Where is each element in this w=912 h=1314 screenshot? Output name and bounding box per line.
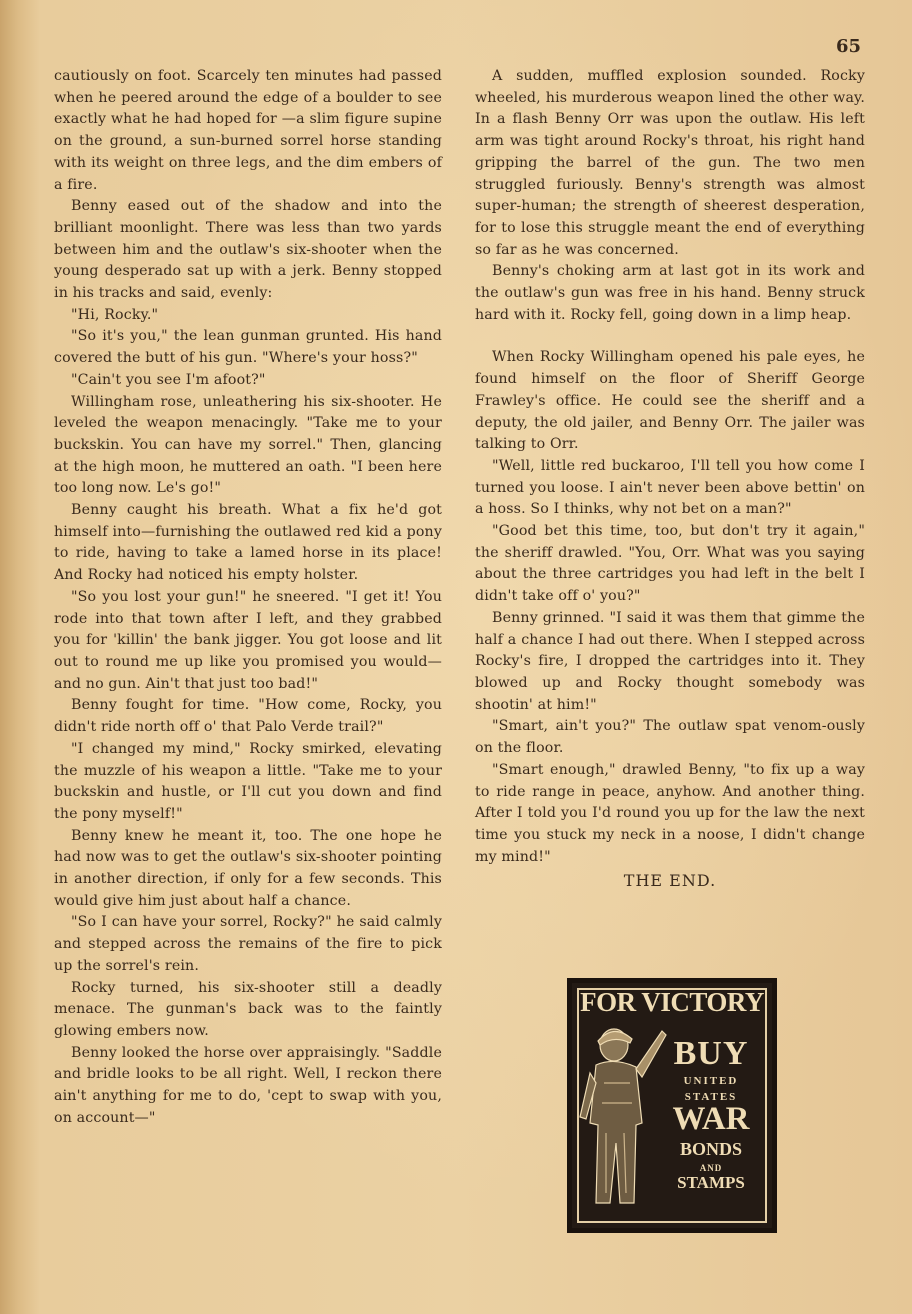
ad-headline: FOR VICTORY: [580, 987, 764, 1017]
ad-bonds: BONDS: [679, 1139, 742, 1159]
paragraph: "Good bet this time, too, but don't try it again," the sheriff drawled. "You, Orr. What was you saying about the three cartridges you had left in the belt I didn't take off o' you?": [475, 523, 865, 605]
paragraph: "Well, little red buckaroo, I'll tell you how come I turned you loose. I ain't never been above bettin' on a hoss. So I thinks, why not bet on a man?": [475, 457, 865, 518]
paragraph: Willingham rose, unleathering his six-shooter. He leveled the weapon menacingly. "Take me to your buckskin. You can have my sorrel." Then, glancing at the high moon, he muttered an oath. "I been here too long now. Le's go!": [54, 393, 442, 497]
paragraph: "I changed my mind," Rocky smirked, elevating the muzzle of his weapon a little. "Take me to your buckskin and hustle, or I'll cut you down and find the pony myself!": [54, 740, 442, 822]
paragraph: Rocky turned, his six-shooter still a deadly menace. The gunman's back was to the faintly glowing embers now.: [54, 979, 442, 1039]
right-column: [475, 66, 865, 892]
paragraph: When Rocky Willingham opened his pale eyes, he found himself on the floor of Sheriff George Frawley's office. He could see the sheriff and a deputy, the old jailer, and Benny Orr. The jailer was talking to Orr.: [475, 349, 865, 453]
ad-stamps: STAMPS: [677, 1173, 745, 1192]
paragraph: cautiously on foot. Scarcely ten minutes had passed when he peered around the edge of a boulder to see exactly what he had hoped for —a slim figure supine on the ground, a sun-burned sorrel horse standing with its weight on three legs, and the dim embers of a fire.: [54, 68, 442, 193]
paragraph: Benny knew he meant it, too. The one hope he had now was to get the outlaw's six-shooter pointing in another direction, if only for a few seconds. This would give him just about half a chance.: [54, 827, 442, 909]
paragraph: Benny fought for time. "How come, Rocky, you didn't ride north off o' that Palo Verde trail?": [54, 697, 442, 736]
ad-states: STATES: [684, 1091, 738, 1103]
paragraph: Benny looked the horse over appraisingly. "Saddle and bridle looks to be all right. Well, I reckon there ain't anything for me to do, 'cept to swap with you, on account—": [54, 1044, 442, 1126]
the-end: THE END.: [623, 871, 717, 891]
paragraph: Benny caught his breath. What a fix he'd got himself into—furnishing the outlawed red kid a pony to ride, having to take a lamed horse in its place! And Rocky had noticed his empty holster.: [54, 502, 442, 584]
paragraph: Benny's choking arm at last got in its work and the outlaw's gun was free in his hand. Benny struck hard with it. Rocky fell, going down in a limp heap.: [475, 263, 865, 323]
paragraph: "So it's you," the lean gunman grunted. His hand covered the butt of his gun. "Where's your hoss?": [54, 328, 442, 367]
page-number: 65: [836, 36, 862, 57]
ad-and: AND: [699, 1163, 723, 1173]
ad-war: WAR: [672, 1101, 750, 1137]
paragraph: "So you lost your gun!" he sneered. "I get it! You rode into that town after I left, and they grabbed you for 'killin' the bank jigger. You got loose and lit out to round me up like you promised you would—and no gun. Ain't that just too bad!": [54, 588, 442, 692]
war-bonds-ad: [567, 978, 777, 1233]
left-column: [54, 66, 442, 1129]
paragraph: "Hi, Rocky.": [71, 306, 159, 323]
paragraph: "Smart enough," drawled Benny, "to fix up a way to ride range in peace, anyhow. And another thing. After I told you I'd round you up for the law the next time you stuck my neck in a noose, I didn't change my mind!": [475, 761, 865, 865]
ad-buy: BUY: [673, 1035, 749, 1072]
paragraph: "Smart, ain't you?" The outlaw spat venom-ously on the floor.: [475, 718, 865, 757]
paragraph: "Cain't you see I'm afoot?": [71, 371, 266, 388]
ad-united: UNITED: [683, 1075, 739, 1087]
paragraph: "So I can have your sorrel, Rocky?" he said calmly and stepped across the remains of the fire to pick up the sorrel's rein.: [54, 914, 442, 974]
paragraph: Benny eased out of the shadow and into the brilliant moonlight. There was less than two yards between him and the outlaw's six-shooter when the young desperado sat up with a jerk. Benny stopped in his tracks and said, evenly:: [54, 198, 442, 302]
paragraph: Benny grinned. "I said it was them that gimme the half a chance I had out there. When I stepped across Rocky's fire, I dropped the cartridges into it. They blowed up and Rocky thought somebody was shootin' at him!": [475, 609, 865, 713]
paragraph: A sudden, muffled explosion sounded. Rocky wheeled, his murderous weapon lined the other way. In a flash Benny Orr was upon the outlaw. His left arm was tight around Rocky's throat, his right hand gripping the barrel of the gun. The two men struggled furiously. Benny's strength was almost super-human; the strength of sheerest desperation, for to lose this struggle meant the end of everything so far as he was concerned.: [475, 68, 865, 258]
